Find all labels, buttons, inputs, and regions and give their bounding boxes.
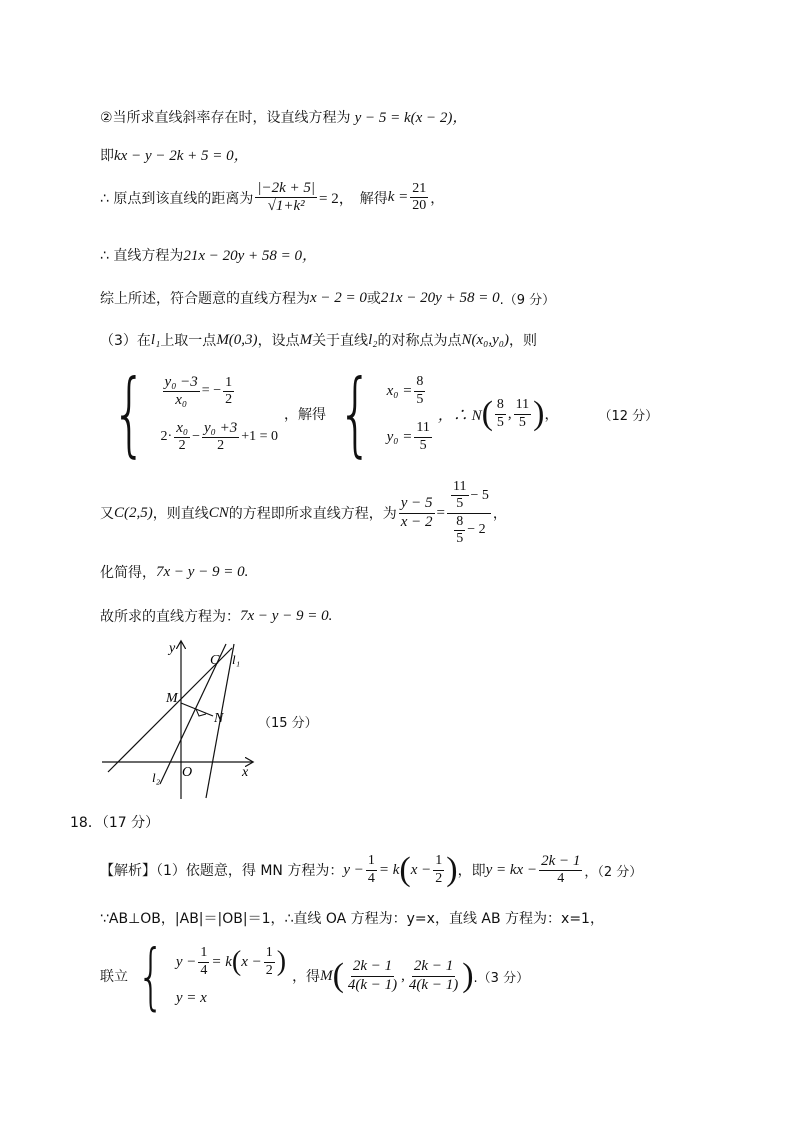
text: 综上所述，符合题意的直线方程为 (100, 291, 310, 307)
denominator: 5 (416, 391, 424, 407)
text: 的对称点为点 (377, 333, 462, 349)
text: ，得 (292, 969, 321, 985)
distance-fraction (255, 180, 317, 216)
text: x − (241, 953, 262, 970)
text-line-4 (100, 244, 317, 265)
text: ∴ 直线方程为 (100, 247, 184, 264)
text: 或 (366, 291, 381, 307)
paren: ) (446, 851, 458, 888)
geometry-figure (96, 636, 266, 806)
paren: ( (481, 395, 493, 432)
operator: = (436, 504, 446, 521)
score: （15 分） (258, 716, 318, 731)
symbol: M(0,3) (216, 331, 258, 348)
system-row (161, 374, 279, 410)
system-row (176, 990, 286, 1007)
equation-system-3 (176, 940, 286, 1012)
label-l1: l₁ (232, 652, 241, 667)
text-line-14 (100, 934, 530, 1018)
denominator: 2 (265, 962, 273, 978)
text: 故所求的直线方程为： (100, 609, 240, 625)
complex-fraction (447, 479, 491, 546)
equation: 7x − y − 9 = 0. (156, 563, 249, 580)
score: .（9 分） (499, 292, 556, 308)
left-brace: { (137, 934, 165, 1018)
denominator: x − 2 (400, 513, 433, 530)
text-line-8 (100, 478, 507, 548)
text: y − (343, 861, 364, 878)
text: 【解析】（1）依题意，得 MN 方程为： (100, 863, 344, 879)
text: ∴ 原点到该直线的距离为 (100, 190, 254, 207)
text-line-5 (100, 288, 555, 308)
denominator: 2 (178, 438, 186, 454)
text: 关于直线 (312, 333, 369, 349)
text: y₀ = (386, 428, 413, 445)
text: 上取一点 (160, 333, 217, 349)
numerator: 8 (495, 397, 506, 414)
numerator: 11 (414, 420, 431, 437)
paren: ( (399, 851, 411, 888)
system-row (387, 374, 434, 407)
label-c: C (210, 653, 220, 668)
denominator: 4(k − 1) (408, 976, 459, 993)
system-line (100, 360, 659, 467)
numerator: 1 (223, 375, 234, 392)
label-y: y (169, 641, 176, 656)
comma: , (401, 967, 405, 984)
numerator: 2k − 1 (412, 958, 455, 976)
denominator: 5 (419, 437, 427, 453)
numerator: 2k − 1 (351, 958, 394, 976)
equation: 21x − 20y + 58 = 0 (380, 289, 500, 306)
denominator: 4(k − 1) (347, 976, 398, 993)
equation: y − 5 = k(x − 2)， (354, 110, 468, 126)
text: 即 (100, 147, 114, 164)
numerator: 1 (264, 945, 275, 962)
numerator: 1 (198, 945, 209, 962)
text: x₀ = (386, 382, 413, 399)
comma: , (507, 405, 512, 422)
symbol: M (299, 331, 313, 348)
label-n: N (214, 711, 224, 726)
score: .（3 分） (473, 970, 530, 986)
symbol: l₁ (150, 331, 161, 348)
text: 的方程即所求直线方程，为 (228, 506, 397, 522)
paren: ) (533, 395, 545, 432)
label-o: O (182, 765, 193, 780)
text: y − (175, 953, 197, 970)
symbol: CN (208, 504, 229, 521)
text: 解得 (359, 190, 388, 207)
numerator: 1 (433, 853, 444, 870)
left-brace: { (337, 360, 373, 467)
denominator: 5 (456, 496, 464, 512)
text: = k (211, 953, 232, 970)
question-number: 18．（17 分） (70, 815, 160, 831)
denominator: x₀ (175, 391, 188, 408)
score-15 (258, 712, 318, 731)
numerator: x₀ (174, 420, 190, 438)
numerator: 1 (366, 853, 377, 870)
numerator: y₀ −3 (163, 374, 200, 392)
numerator: y₀ +3 (202, 420, 239, 438)
numerator: |−2k + 5| (255, 180, 317, 198)
system-row (161, 420, 279, 454)
text: ， (430, 190, 445, 207)
numerator: 11 (451, 479, 468, 496)
text-line-2 (100, 144, 249, 165)
symbol: l₂ (368, 331, 378, 348)
text: ∵AB⊥OB，|AB|＝|OB|＝1，∴直线 OA 方程为：y=x，直线 AB 方程为：x=1， (100, 911, 604, 927)
numerator: y − 5 (399, 495, 435, 513)
text-line-9 (100, 562, 248, 582)
denominator: 4 (557, 871, 565, 887)
system-row (387, 420, 434, 453)
symbol: N(x₀,y₀) (461, 331, 509, 348)
paren: ( (332, 957, 344, 994)
symbol: C(2,5) (114, 504, 153, 521)
text: ，则直线 (152, 506, 209, 522)
text-line-1 (100, 106, 467, 127)
paren: ) (276, 946, 287, 978)
equation: = 2， (319, 191, 354, 208)
equation: 7x − y − 9 = 0. (240, 607, 333, 624)
numerator: 8 (414, 374, 425, 391)
symbol: M (320, 967, 333, 984)
text: 联立 (100, 969, 128, 985)
text-line-12 (100, 850, 642, 890)
text: 又 (100, 506, 114, 522)
operator: = − (201, 383, 222, 399)
operator: +1 = 0 (241, 429, 279, 445)
numerator: 11 (514, 397, 531, 414)
numerator: 2k − 1 (539, 853, 582, 871)
score: （12 分） (598, 408, 659, 424)
label-m: M (166, 691, 178, 706)
system-row (176, 945, 286, 978)
text: y = x (175, 989, 207, 1006)
operator: − 5 (470, 487, 489, 503)
text: ， (544, 407, 559, 423)
denominator: 5 (496, 414, 504, 430)
denominator: 4 (367, 870, 375, 886)
operator: − (192, 429, 200, 445)
text: ， (492, 506, 507, 522)
text-line-10 (100, 606, 332, 626)
equation: kx − y − 2k + 5 = 0， (114, 148, 249, 164)
k-fraction (410, 181, 428, 214)
label-x: x (242, 765, 249, 780)
denominator: 2 (435, 870, 443, 886)
text: （3）在 (100, 333, 151, 349)
text: = k (378, 861, 400, 878)
operator: 2· (160, 429, 173, 445)
score: ，（2 分） (584, 864, 643, 880)
text: ，则 (508, 333, 537, 349)
question-18 (70, 812, 159, 832)
paren: ( (231, 946, 242, 978)
denominator: 20 (412, 198, 427, 214)
text: x − (410, 861, 432, 878)
denominator: 4 (200, 962, 208, 978)
text-line-6 (100, 330, 537, 350)
denominator: √1+k² (267, 198, 305, 215)
numerator: 21 (410, 181, 428, 198)
equation: k = (387, 189, 409, 206)
text: 化简得， (100, 565, 156, 581)
equation-system-2 (387, 368, 434, 460)
text: ，即 (457, 863, 486, 879)
denominator: 2 (225, 391, 233, 407)
operator: − 2 (467, 522, 486, 538)
equation: x − 2 = 0 (310, 289, 367, 306)
denominator: 5 (456, 530, 464, 546)
text: ，解得 (284, 407, 327, 423)
text-line-13 (100, 908, 604, 928)
paren: ) (462, 957, 474, 994)
equation: 21x − 20y + 58 = 0， (183, 248, 318, 264)
text: y = kx − (485, 861, 538, 878)
text-line-3 (100, 180, 444, 216)
text: ，∴ N (437, 407, 482, 424)
equation-system-1 (161, 368, 279, 460)
text: ②当所求直线斜率存在时，设直线方程为 (100, 109, 351, 126)
denominator: 5 (518, 414, 526, 430)
left-brace: { (111, 360, 147, 467)
label-l2: l₂ (152, 770, 161, 785)
numerator: 8 (454, 514, 465, 531)
denominator: 2 (217, 438, 225, 454)
text: ，设点 (257, 333, 300, 349)
